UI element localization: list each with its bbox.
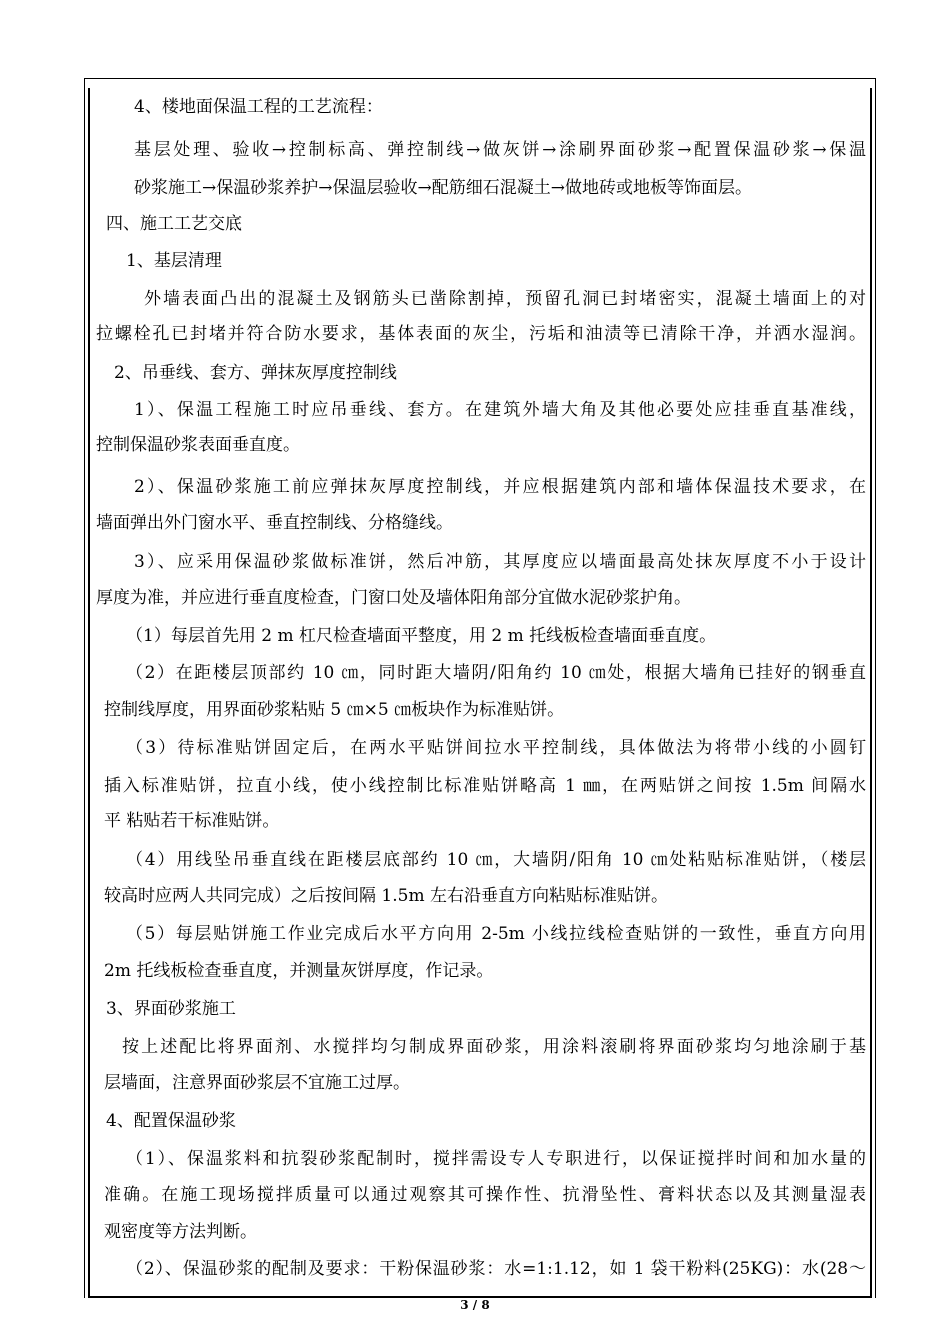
text-line: 3）、应采用保温砂浆做标准饼，然后冲筋，其厚度应以墙面最高处抹灰厚度不小于设计: [134, 552, 866, 572]
text-line: 厚度为准，并应进行垂直度检查，门窗口处及墙体阳角部分宜做水泥砂浆护角。: [96, 588, 691, 608]
text-line: 4、楼地面保温工程的工艺流程：: [134, 97, 383, 117]
text-line: 2、吊垂线、套方、弹抹灰厚度控制线: [114, 363, 397, 383]
text-line: （2）在距楼层顶部约 10 ㎝，同时距大墙阴/阳角约 10 ㎝处，根据大墙角已挂好的钢垂直: [126, 663, 866, 683]
top-rule: [84, 78, 876, 79]
text-line: （1）每层首先用 2 m 杠尺检查墙面平整度，用 2 m 托线板检查墙面垂直度。: [126, 626, 717, 646]
table-border-right: [875, 78, 876, 1298]
text-line: （3）待标准贴饼固定后，在两水平贴饼间拉水平控制线，具体做法为将带小线的小圆钉: [126, 738, 866, 758]
page-number: 3 / 8: [460, 1298, 490, 1312]
text-line: 墙面弹出外门窗水平、垂直控制线、分格缝线。: [96, 513, 453, 533]
text-line: 控制保温砂浆表面垂直度。: [96, 435, 300, 455]
table-border-left: [84, 78, 85, 1298]
text-line: 2）、保温砂浆施工前应弹抹灰厚度控制线，并应根据建筑内部和墙体保温技术要求，在: [134, 477, 866, 497]
text-line: 按上述配比将界面剂、水搅拌均匀制成界面砂浆，用涂料滚刷将界面砂浆均匀地涂刷于基: [122, 1037, 866, 1057]
text-line: 基层处理、验收→控制标高、弹控制线→做灰饼→涂刷界面砂浆→配置保温砂浆→保温: [134, 140, 866, 160]
text-line: （2）、保温砂浆的配制及要求：干粉保温砂浆：水=1:1.12，如 1 袋干粉料(25KG)：水(28～: [126, 1259, 866, 1279]
text-line: 4、配置保温砂浆: [106, 1111, 236, 1131]
text-line: 观密度等方法判断。: [104, 1222, 257, 1242]
text-line: 3、界面砂浆施工: [106, 999, 236, 1019]
text-line: 2m 托线板检查垂直度，并测量灰饼厚度，作记录。: [104, 961, 494, 981]
text-line: 准确。在施工现场搅拌质量可以通过观察其可操作性、抗滑坠性、膏料状态以及其测量湿表: [104, 1185, 866, 1205]
text-line: 较高时应两人共同完成）之后按间隔 1.5m 左右沿垂直方向粘贴标准贴饼。: [104, 886, 668, 906]
text-line: （1）、保温浆料和抗裂砂浆配制时，搅拌需设专人专职进行，以保证搅拌时间和加水量的: [126, 1149, 866, 1169]
text-line: 砂浆施工→保温砂浆养护→保温层验收→配筋细石混凝土→做地砖或地板等饰面层。: [134, 178, 752, 198]
text-line: （4）用线坠吊垂直线在距楼层底部约 10 ㎝，大墙阴/阳角 10 ㎝处粘贴标准贴饼，（楼层: [126, 850, 866, 870]
text-line: 1）、保温工程施工时应吊垂线、套方。在建筑外墙大角及其他必要处应挂垂直基准线，: [134, 400, 866, 420]
text-line: 层墙面，注意界面砂浆层不宜施工过厚。: [104, 1073, 410, 1093]
text-line: 控制线厚度，用界面砂浆粘贴 5 ㎝×5 ㎝板块作为标准贴饼。: [104, 700, 565, 720]
text-line: 1、基层清理: [126, 251, 222, 271]
text-line: 四、施工工艺交底: [106, 214, 242, 234]
text-line: （5）每层贴饼施工作业完成后水平方向用 2-5m 小线拉线检查贴饼的一致性，垂直方向用: [126, 924, 866, 944]
text-line: 拉螺栓孔已封堵并符合防水要求，基体表面的灰尘，污垢和油渍等已清除干净，并洒水湿润。: [96, 324, 866, 344]
text-line: 插入标准贴饼，拉直小线，使小线控制比标准贴饼略高 1 ㎜，在两贴饼之间按 1.5m 间隔水: [104, 776, 866, 796]
text-line: 平 粘贴若干标准贴饼。: [104, 811, 280, 831]
text-line: 外墙表面凸出的混凝土及钢筋头已凿除割掉，预留孔洞已封堵密实，混凝土墙面上的对: [144, 289, 866, 309]
